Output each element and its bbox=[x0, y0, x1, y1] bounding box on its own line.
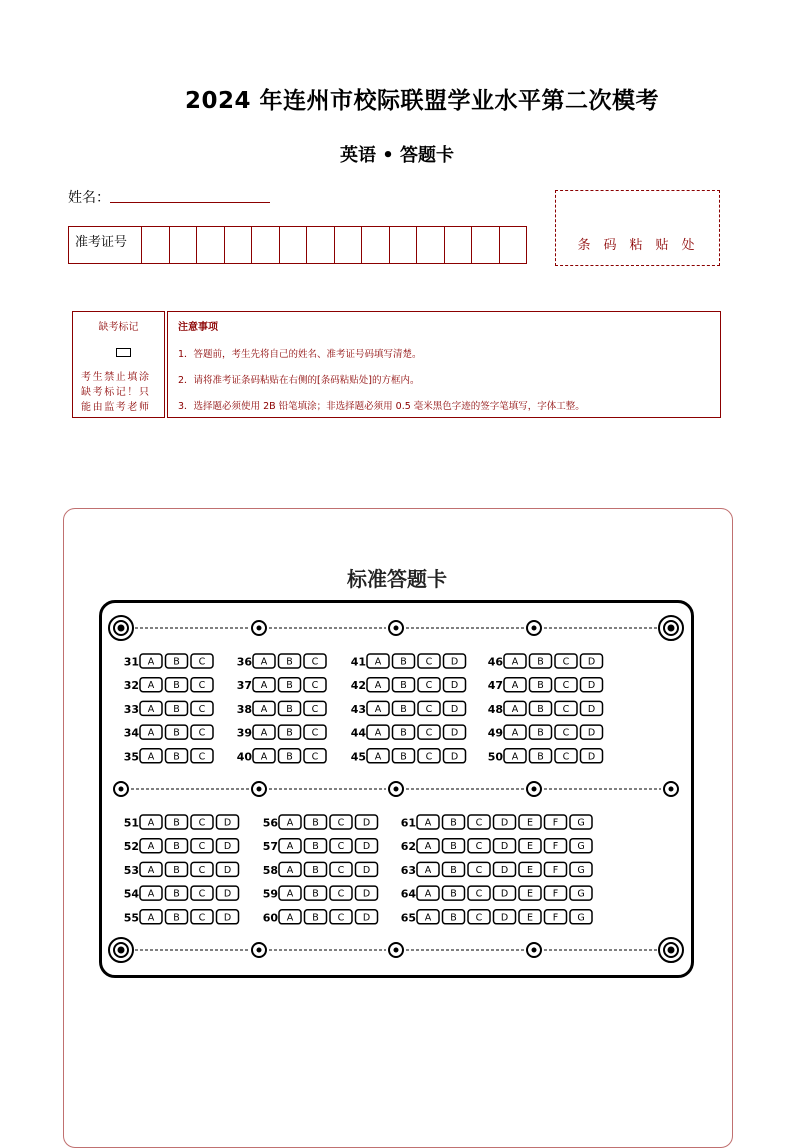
answer-option-label: B bbox=[173, 888, 180, 900]
answer-option-label: C bbox=[337, 864, 345, 876]
answer-option-label: A bbox=[286, 864, 294, 876]
question-number: 46 bbox=[487, 655, 503, 669]
question-number: 31 bbox=[123, 655, 139, 669]
question-number: 57 bbox=[262, 840, 278, 854]
answer-option-label: C bbox=[198, 888, 206, 900]
question-number: 43 bbox=[350, 702, 366, 716]
answer-option-label: B bbox=[286, 680, 293, 692]
answer-option-label: C bbox=[562, 656, 570, 668]
answer-option-label: B bbox=[537, 703, 544, 715]
answer-option-label: C bbox=[198, 703, 206, 715]
question-number: 47 bbox=[487, 679, 503, 693]
notice-item-2: 2．请将准考证条码粘贴在右侧的[条码粘贴处]的方框内。 bbox=[178, 375, 420, 386]
absent-text: 考生禁止填涂缺考标记！只能由监考老师 bbox=[81, 372, 151, 413]
answer-option-label: A bbox=[511, 751, 519, 763]
answer-option-label: A bbox=[511, 703, 519, 715]
answer-option-label: B bbox=[312, 864, 319, 876]
registration-mark-dot bbox=[668, 625, 675, 632]
answer-option-label: B bbox=[286, 727, 293, 739]
answer-option-label: C bbox=[311, 727, 319, 739]
question-number: 32 bbox=[123, 679, 139, 693]
answer-option-label: C bbox=[425, 680, 433, 692]
answer-option-label: C bbox=[562, 703, 570, 715]
answer-option-label: A bbox=[424, 888, 432, 900]
answer-option-label: C bbox=[337, 888, 345, 900]
question-number: 34 bbox=[123, 726, 139, 740]
answer-option-label: F bbox=[552, 864, 559, 876]
answer-option-label: D bbox=[362, 817, 371, 829]
answer-option-label: C bbox=[198, 817, 206, 829]
answer-option-label: C bbox=[198, 864, 206, 876]
name-label: 姓名： bbox=[68, 190, 110, 206]
question-number: 41 bbox=[350, 655, 366, 669]
timing-mark-dot bbox=[669, 787, 674, 792]
question-number: 52 bbox=[123, 840, 139, 854]
question-number: 40 bbox=[236, 750, 252, 764]
answer-option-label: G bbox=[577, 841, 585, 853]
answer-option-label: D bbox=[450, 703, 459, 715]
answer-option-label: C bbox=[311, 680, 319, 692]
answer-option-label: B bbox=[400, 703, 407, 715]
answer-option-label: B bbox=[537, 680, 544, 692]
answer-option-label: B bbox=[173, 817, 180, 829]
answer-option-label: A bbox=[260, 656, 268, 668]
answer-option-label: B bbox=[450, 912, 457, 924]
question-number: 50 bbox=[487, 750, 503, 764]
answer-option-label: D bbox=[587, 727, 596, 739]
question-number: 59 bbox=[262, 887, 278, 901]
answer-option-label: A bbox=[260, 703, 268, 715]
answer-option-label: B bbox=[173, 841, 180, 853]
answer-option-label: B bbox=[450, 888, 457, 900]
page-title: 2024 年连州市校际联盟学业水平第二次模考 bbox=[184, 88, 660, 114]
question-number: 58 bbox=[262, 863, 278, 877]
answer-option-label: C bbox=[311, 703, 319, 715]
answer-option-label: D bbox=[362, 888, 371, 900]
question-number: 39 bbox=[236, 726, 252, 740]
answer-card-title: 标准答题卡 bbox=[347, 567, 447, 591]
answer-option-label: D bbox=[362, 864, 371, 876]
answer-option-label: D bbox=[450, 751, 459, 763]
question-number: 37 bbox=[236, 679, 252, 693]
answer-option-label: A bbox=[260, 751, 268, 763]
question-number: 48 bbox=[487, 702, 503, 716]
answer-option-label: A bbox=[511, 656, 519, 668]
answer-option-label: B bbox=[286, 751, 293, 763]
answer-option-label: D bbox=[223, 912, 232, 924]
answer-option-label: B bbox=[312, 841, 319, 853]
answer-option-label: A bbox=[147, 888, 155, 900]
timing-mark-dot bbox=[257, 787, 262, 792]
answer-option-label: B bbox=[173, 751, 180, 763]
answer-option-label: B bbox=[173, 680, 180, 692]
answer-option-label: A bbox=[147, 656, 155, 668]
answer-option-label: A bbox=[286, 841, 294, 853]
answer-option-label: A bbox=[511, 680, 519, 692]
answer-option-label: A bbox=[374, 703, 382, 715]
answer-option-label: D bbox=[450, 727, 459, 739]
answer-option-label: F bbox=[552, 912, 559, 924]
answer-option-label: A bbox=[424, 841, 432, 853]
answer-option-label: D bbox=[223, 817, 232, 829]
answer-option-label: C bbox=[425, 703, 433, 715]
timing-mark-dot bbox=[532, 787, 537, 792]
answer-option-label: A bbox=[374, 751, 382, 763]
answer-option-label: A bbox=[147, 817, 155, 829]
answer-option-label: B bbox=[450, 864, 457, 876]
question-number: 35 bbox=[123, 750, 139, 764]
question-number: 45 bbox=[350, 750, 366, 764]
timing-mark-dot bbox=[394, 787, 399, 792]
registration-mark-dot bbox=[668, 947, 675, 954]
timing-mark-dot bbox=[532, 948, 537, 953]
answer-option-label: A bbox=[286, 817, 294, 829]
answer-option-label: D bbox=[362, 841, 371, 853]
answer-option-label: A bbox=[374, 727, 382, 739]
question-number: 62 bbox=[400, 840, 416, 854]
timing-mark-dot bbox=[257, 948, 262, 953]
answer-option-label: A bbox=[374, 656, 382, 668]
question-number: 33 bbox=[123, 702, 139, 716]
answer-option-label: A bbox=[147, 841, 155, 853]
answer-option-label: B bbox=[312, 888, 319, 900]
answer-option-label: E bbox=[526, 841, 534, 853]
answer-option-label: A bbox=[147, 703, 155, 715]
absent-title: 缺考标记 bbox=[98, 322, 139, 333]
answer-option-label: D bbox=[362, 912, 371, 924]
timing-mark-dot bbox=[394, 948, 399, 953]
question-number: 42 bbox=[350, 679, 366, 693]
answer-option-label: A bbox=[260, 727, 268, 739]
question-number: 54 bbox=[123, 887, 139, 901]
answer-option-label: D bbox=[500, 841, 509, 853]
answer-option-label: A bbox=[147, 680, 155, 692]
answer-option-label: E bbox=[526, 864, 534, 876]
answer-option-label: F bbox=[552, 817, 559, 829]
answer-option-label: B bbox=[400, 656, 407, 668]
answer-option-label: C bbox=[475, 841, 483, 853]
answer-option-label: D bbox=[587, 703, 596, 715]
answer-option-label: B bbox=[312, 817, 319, 829]
answer-option-label: B bbox=[173, 864, 180, 876]
answer-option-label: C bbox=[475, 864, 483, 876]
question-number: 56 bbox=[262, 816, 278, 830]
answer-option-label: D bbox=[587, 656, 596, 668]
answer-option-label: B bbox=[537, 656, 544, 668]
answer-option-label: A bbox=[147, 751, 155, 763]
question-number: 51 bbox=[123, 816, 139, 830]
answer-option-label: B bbox=[400, 727, 407, 739]
notice-item-1: 1．答题前，考生先将自己的姓名、准考证号码填写清楚。 bbox=[178, 349, 422, 360]
answer-option-label: A bbox=[260, 680, 268, 692]
answer-option-label: C bbox=[425, 656, 433, 668]
answer-option-label: A bbox=[147, 864, 155, 876]
answer-option-label: D bbox=[587, 751, 596, 763]
question-number: 61 bbox=[400, 816, 416, 830]
question-number: 64 bbox=[400, 887, 416, 901]
answer-option-label: C bbox=[475, 817, 483, 829]
answer-option-label: C bbox=[425, 727, 433, 739]
answer-option-label: A bbox=[147, 727, 155, 739]
answer-option-label: C bbox=[475, 912, 483, 924]
answer-option-label: C bbox=[562, 751, 570, 763]
answer-option-label: C bbox=[562, 680, 570, 692]
answer-option-label: C bbox=[311, 751, 319, 763]
answer-option-label: D bbox=[450, 680, 459, 692]
answer-option-label: E bbox=[526, 888, 534, 900]
barcode-label: 条码粘贴处 bbox=[577, 238, 708, 253]
question-number: 44 bbox=[350, 726, 366, 740]
answer-option-label: D bbox=[587, 680, 596, 692]
notice-title: 注意事项 bbox=[178, 322, 218, 333]
timing-mark-dot bbox=[257, 626, 262, 631]
notice-item-3: 3．选择题必须使用 2B 铅笔填涂；非选择题必须用 0.5 毫米黑色字迹的签字笔填写，字体工整。 bbox=[178, 401, 585, 412]
answer-option-label: E bbox=[526, 817, 534, 829]
answer-option-label: B bbox=[450, 817, 457, 829]
answer-option-label: B bbox=[286, 656, 293, 668]
registration-mark-dot bbox=[118, 947, 125, 954]
question-number: 63 bbox=[400, 863, 416, 877]
answer-option-label: D bbox=[223, 864, 232, 876]
answer-option-label: G bbox=[577, 912, 585, 924]
answer-option-label: C bbox=[198, 841, 206, 853]
answer-option-label: D bbox=[450, 656, 459, 668]
question-number: 53 bbox=[123, 863, 139, 877]
question-number: 55 bbox=[123, 911, 139, 925]
answer-option-label: G bbox=[577, 888, 585, 900]
answer-option-label: E bbox=[526, 912, 534, 924]
registration-mark-dot bbox=[118, 625, 125, 632]
answer-option-label: B bbox=[173, 656, 180, 668]
question-number: 38 bbox=[236, 702, 252, 716]
answer-option-label: B bbox=[173, 912, 180, 924]
answer-option-label: D bbox=[500, 817, 509, 829]
answer-option-label: B bbox=[450, 841, 457, 853]
answer-option-label: C bbox=[562, 727, 570, 739]
answer-option-label: F bbox=[552, 841, 559, 853]
timing-mark-dot bbox=[394, 626, 399, 631]
answer-option-label: C bbox=[337, 817, 345, 829]
timing-mark-dot bbox=[532, 626, 537, 631]
page-subtitle: 英语 • 答题卡 bbox=[339, 145, 455, 166]
answer-option-label: C bbox=[475, 888, 483, 900]
answer-option-label: D bbox=[223, 841, 232, 853]
answer-option-label: B bbox=[312, 912, 319, 924]
answer-option-label: D bbox=[500, 864, 509, 876]
answer-option-label: B bbox=[400, 751, 407, 763]
answer-option-label: A bbox=[147, 912, 155, 924]
exam-id-label: 准考证号 bbox=[69, 227, 142, 263]
question-number: 36 bbox=[236, 655, 252, 669]
answer-option-label: C bbox=[198, 727, 206, 739]
answer-option-label: A bbox=[424, 817, 432, 829]
question-number: 65 bbox=[400, 911, 416, 925]
question-number: 49 bbox=[487, 726, 503, 740]
answer-option-label: C bbox=[198, 912, 206, 924]
answer-option-label: D bbox=[223, 888, 232, 900]
answer-option-label: A bbox=[286, 888, 294, 900]
answer-option-label: D bbox=[500, 888, 509, 900]
answer-option-label: F bbox=[552, 888, 559, 900]
question-number: 60 bbox=[262, 911, 278, 925]
answer-option-label: A bbox=[511, 727, 519, 739]
answer-option-label: A bbox=[286, 912, 294, 924]
answer-option-label: B bbox=[400, 680, 407, 692]
answer-option-label: B bbox=[173, 703, 180, 715]
answer-option-label: G bbox=[577, 817, 585, 829]
answer-option-label: A bbox=[374, 680, 382, 692]
answer-option-label: C bbox=[198, 751, 206, 763]
answer-option-label: C bbox=[337, 912, 345, 924]
answer-option-label: A bbox=[424, 864, 432, 876]
timing-mark-dot bbox=[119, 787, 124, 792]
answer-option-label: B bbox=[286, 703, 293, 715]
answer-option-label: G bbox=[577, 864, 585, 876]
answer-option-label: C bbox=[198, 680, 206, 692]
answer-option-label: B bbox=[173, 727, 180, 739]
answer-option-label: C bbox=[198, 656, 206, 668]
answer-option-label: B bbox=[537, 751, 544, 763]
answer-option-label: B bbox=[537, 727, 544, 739]
answer-option-label: C bbox=[311, 656, 319, 668]
answer-option-label: A bbox=[424, 912, 432, 924]
answer-option-label: C bbox=[425, 751, 433, 763]
answer-option-label: D bbox=[500, 912, 509, 924]
answer-option-label: C bbox=[337, 841, 345, 853]
